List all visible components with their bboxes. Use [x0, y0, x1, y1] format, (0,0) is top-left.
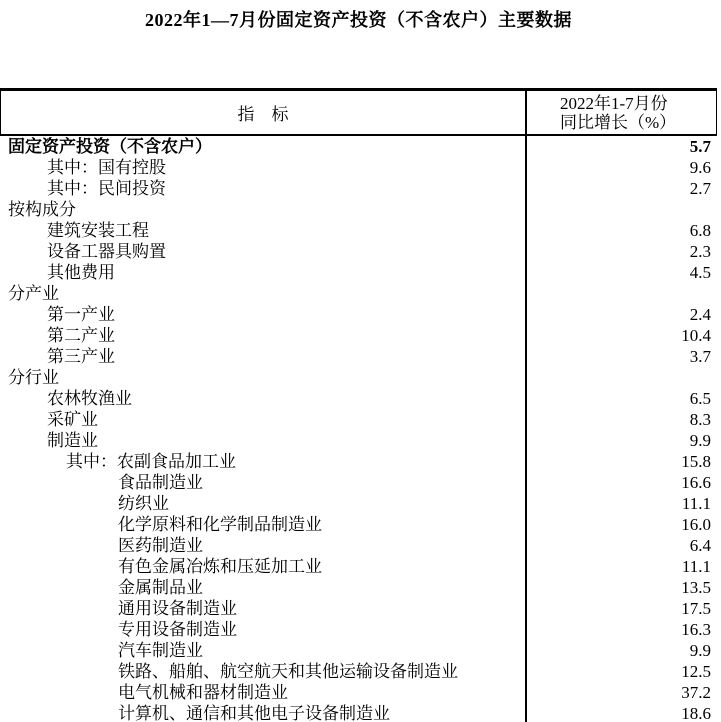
row-label: 其中：国有控股 [0, 157, 527, 178]
row-value: 17.5 [681, 599, 711, 618]
row-label: 分产业 [0, 283, 527, 304]
row-label: 食品制造业 [0, 472, 527, 493]
row-label: 金属制品业 [0, 577, 527, 598]
row-value: 3.7 [689, 347, 711, 366]
header-cell-indicator: 指 标 [1, 91, 527, 134]
row-value: 5.7 [689, 137, 711, 156]
row-label: 分行业 [0, 367, 527, 388]
row-label: 电气机械和器材制造业 [0, 682, 527, 703]
row-label: 计算机、通信和其他电子设备制造业 [0, 703, 527, 722]
row-value: 16.6 [681, 473, 711, 492]
row-label: 有色金属冶炼和压延加工业 [0, 556, 527, 577]
row-label: 纺织业 [0, 493, 527, 514]
row-value: 9.9 [689, 641, 711, 660]
row-label: 采矿业 [0, 409, 527, 430]
row-label: 医药制造业 [0, 535, 527, 556]
row-label: 其中：农副食品加工业 [0, 451, 527, 472]
table-row [0, 325, 717, 346]
row-value: 37.2 [681, 683, 711, 702]
row-value: 6.5 [689, 389, 711, 408]
table-header-row [0, 91, 717, 136]
row-value: 16.0 [681, 515, 711, 534]
table-row [0, 388, 717, 409]
row-label: 农林牧渔业 [0, 388, 527, 409]
table-row [0, 493, 717, 514]
row-value: 9.9 [689, 431, 711, 450]
row-value: 16.3 [681, 620, 711, 639]
row-label: 专用设备制造业 [0, 619, 527, 640]
table-row [0, 640, 717, 661]
table-row [0, 178, 717, 199]
header-value-line2: 同比增长（%） [560, 113, 677, 132]
row-value: 2.4 [689, 305, 711, 324]
row-value: 9.6 [689, 158, 711, 177]
table-row [0, 346, 717, 367]
row-label: 铁路、船舶、航空航天和其他运输设备制造业 [0, 661, 527, 682]
table-row [0, 262, 717, 283]
header-cell-value [527, 91, 716, 134]
row-label: 其中：民间投资 [0, 178, 527, 199]
table-row [0, 535, 717, 556]
row-label: 通用设备制造业 [0, 598, 527, 619]
row-value: 10.4 [681, 326, 711, 345]
row-value: 6.8 [689, 221, 711, 240]
table-row [0, 304, 717, 325]
table-row [0, 220, 717, 241]
row-value: 2.3 [689, 242, 711, 261]
row-label: 第一产业 [0, 304, 527, 325]
row-label: 制造业 [0, 430, 527, 451]
row-label: 化学原料和化学制品制造业 [0, 514, 527, 535]
page-title: 2022年1—7月份固定资产投资（不含农户）主要数据 [145, 10, 572, 30]
table-row [0, 619, 717, 640]
table-row [0, 367, 717, 388]
row-value: 4.5 [689, 263, 711, 282]
header-value-line1: 2022年1-7月份 [560, 94, 668, 113]
table-row [0, 682, 717, 703]
row-value [527, 367, 717, 388]
statistics-table [0, 88, 717, 722]
row-label: 设备工器具购置 [0, 241, 527, 262]
table-body [0, 136, 717, 722]
row-label: 固定资产投资（不含农户） [0, 136, 527, 157]
row-value: 13.5 [681, 578, 711, 597]
row-value [527, 199, 717, 220]
row-value: 18.6 [681, 704, 711, 722]
table-row [0, 514, 717, 535]
table-row [0, 283, 717, 304]
table-row [0, 703, 717, 722]
table-row [0, 556, 717, 577]
row-label: 其他费用 [0, 262, 527, 283]
row-label: 第二产业 [0, 325, 527, 346]
table-row [0, 577, 717, 598]
row-label: 汽车制造业 [0, 640, 527, 661]
row-label: 建筑安装工程 [0, 220, 527, 241]
table-row [0, 430, 717, 451]
row-label: 按构成分 [0, 199, 527, 220]
table-row [0, 409, 717, 430]
row-value: 6.4 [689, 536, 711, 555]
row-value: 8.3 [689, 410, 711, 429]
table-row [0, 598, 717, 619]
table-row [0, 661, 717, 682]
row-value: 11.1 [681, 494, 711, 513]
table-row [0, 157, 717, 178]
table-row [0, 241, 717, 262]
row-value: 11.1 [681, 557, 711, 576]
table-row [0, 472, 717, 493]
row-value [527, 283, 717, 304]
table-row [0, 199, 717, 220]
row-value: 12.5 [681, 662, 711, 681]
row-label: 第三产业 [0, 346, 527, 367]
table-row [0, 136, 717, 157]
table-row [0, 451, 717, 472]
row-value: 2.7 [689, 179, 711, 198]
row-value: 15.8 [681, 452, 711, 471]
